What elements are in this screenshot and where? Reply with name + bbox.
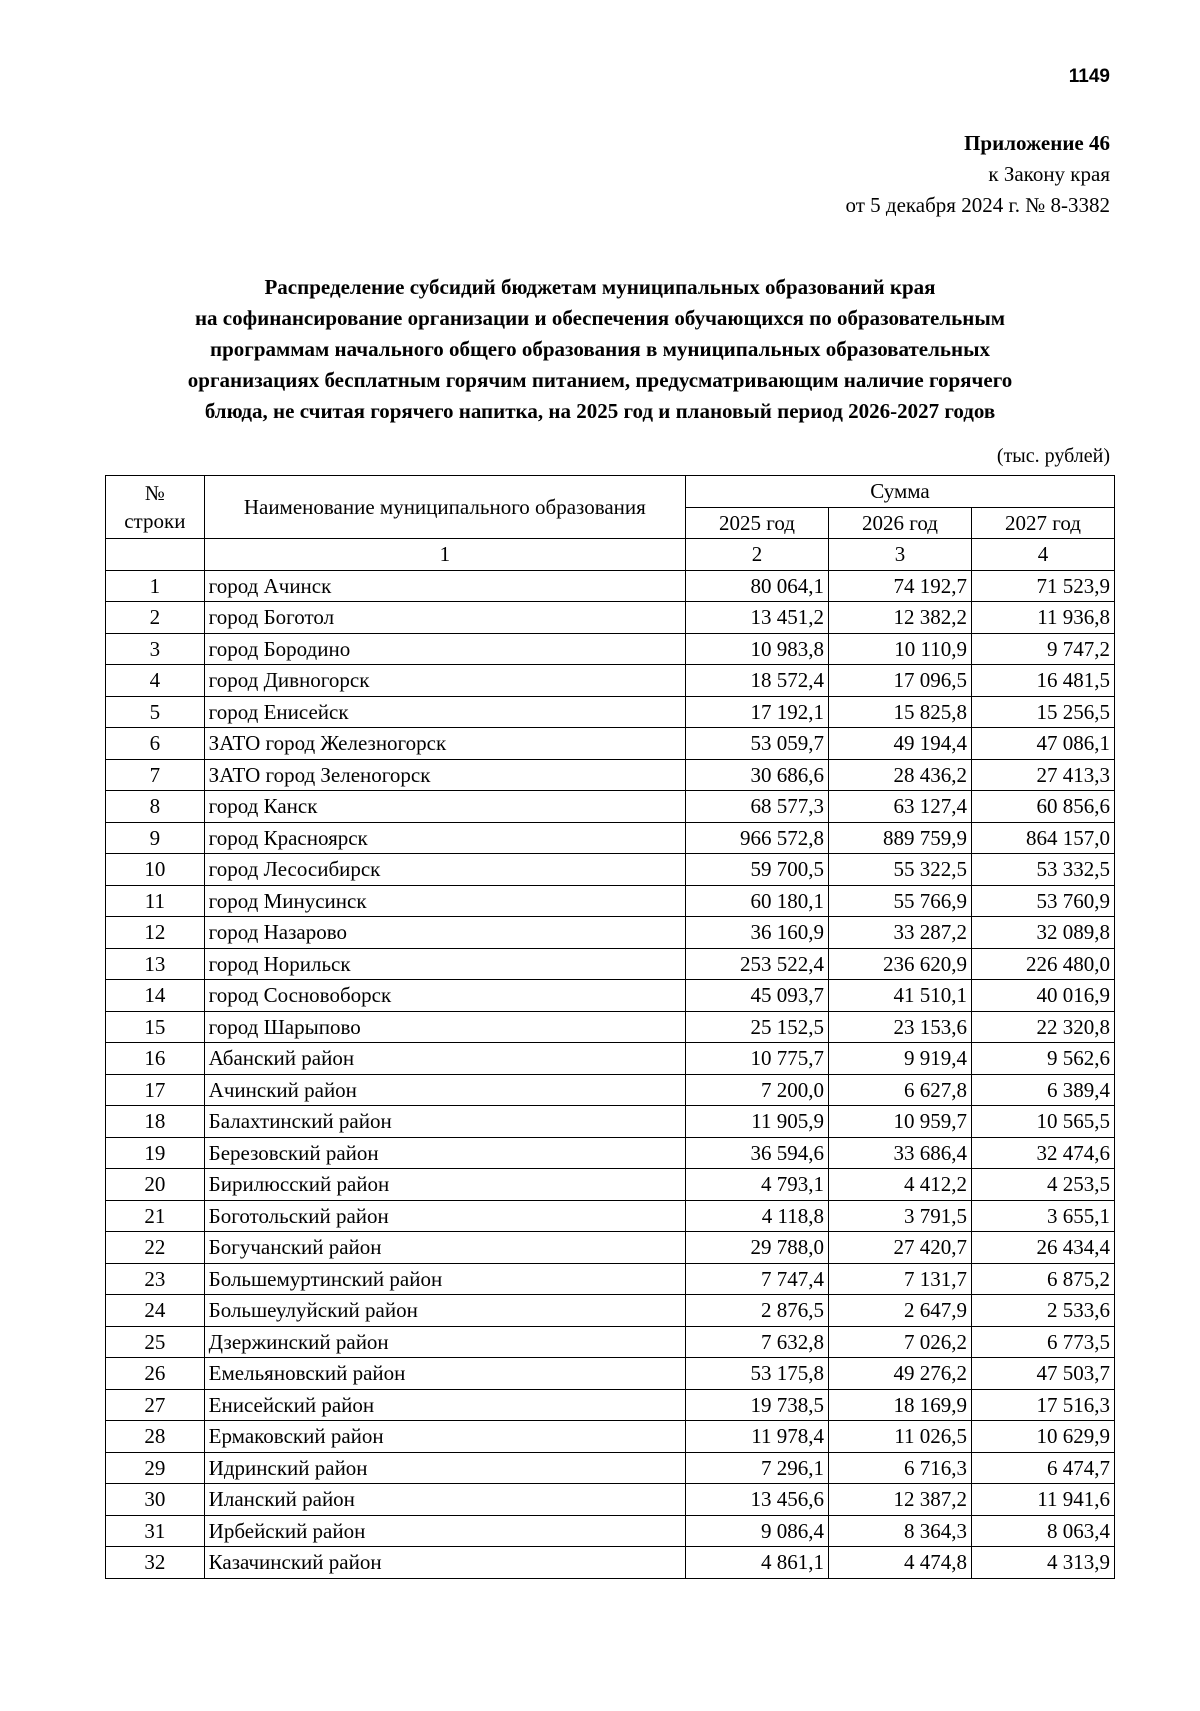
title-line: организациях бесплатным горячим питанием, предусматривающим наличие горячего: [187, 368, 1013, 392]
page-number: 1149: [1068, 66, 1110, 87]
amount-2027-cell: 47 503,7: [971, 1358, 1114, 1390]
header-sum: Сумма: [685, 476, 1114, 508]
table-row: [106, 822, 1115, 854]
amount-2027-cell: 32 089,8: [971, 917, 1114, 949]
amount-2026-cell: 10 959,7: [828, 1106, 971, 1138]
amount-2026-cell: 7 026,2: [828, 1326, 971, 1358]
amount-2027-cell: 10 565,5: [971, 1106, 1114, 1138]
amount-2026-cell: 55 322,5: [828, 854, 971, 886]
amount-2027-cell: 8 063,4: [971, 1515, 1114, 1547]
amount-2027-cell: 27 413,3: [971, 759, 1114, 791]
municipality-name-cell: Емельяновский район: [204, 1358, 685, 1390]
amount-2026-cell: 6 627,8: [828, 1074, 971, 1106]
amount-2027-cell: 11 941,6: [971, 1484, 1114, 1516]
municipality-name-cell: Большемуртинский район: [204, 1263, 685, 1295]
column-number: 3: [828, 539, 971, 571]
amount-2025-cell: 60 180,1: [685, 885, 828, 917]
amount-2026-cell: 41 510,1: [828, 980, 971, 1012]
column-number: 2: [685, 539, 828, 571]
amount-2025-cell: 11 978,4: [685, 1421, 828, 1453]
amount-2026-cell: 11 026,5: [828, 1421, 971, 1453]
amount-2027-cell: 26 434,4: [971, 1232, 1114, 1264]
amount-2025-cell: 7 296,1: [685, 1452, 828, 1484]
table-row: [106, 633, 1115, 665]
header-year-2026: 2026 год: [828, 507, 971, 539]
amount-2026-cell: 15 825,8: [828, 696, 971, 728]
row-number-cell: 24: [106, 1295, 205, 1327]
table-row: [106, 1295, 1115, 1327]
amount-2027-cell: 4 313,9: [971, 1547, 1114, 1579]
table-row: [106, 980, 1115, 1012]
amount-2027-cell: 17 516,3: [971, 1389, 1114, 1421]
municipality-name-cell: Ермаковский район: [204, 1421, 685, 1453]
amount-2027-cell: 2 533,6: [971, 1295, 1114, 1327]
amount-2027-cell: 71 523,9: [971, 570, 1114, 602]
amount-2027-cell: 9 562,6: [971, 1043, 1114, 1075]
row-number-cell: 15: [106, 1011, 205, 1043]
municipality-name-cell: Боготольский район: [204, 1200, 685, 1232]
table-body: [106, 570, 1115, 1578]
municipality-name-cell: город Норильск: [204, 948, 685, 980]
municipality-name-cell: Бирилюсский район: [204, 1169, 685, 1201]
amount-2025-cell: 9 086,4: [685, 1515, 828, 1547]
amount-2026-cell: 63 127,4: [828, 791, 971, 823]
header-year-2025: 2025 год: [685, 507, 828, 539]
amount-2025-cell: 13 451,2: [685, 602, 828, 634]
table-row: [106, 1169, 1115, 1201]
row-number-cell: 19: [106, 1137, 205, 1169]
amount-2027-cell: 60 856,6: [971, 791, 1114, 823]
amount-2027-cell: 6 773,5: [971, 1326, 1114, 1358]
amount-2026-cell: 889 759,9: [828, 822, 971, 854]
table-row: [106, 885, 1115, 917]
amount-2027-cell: 6 389,4: [971, 1074, 1114, 1106]
header-row-number-label: строки: [124, 509, 186, 533]
municipality-name-cell: Березовский район: [204, 1137, 685, 1169]
amount-2025-cell: 45 093,7: [685, 980, 828, 1012]
amount-2026-cell: 12 382,2: [828, 602, 971, 634]
amount-2027-cell: 9 747,2: [971, 633, 1114, 665]
municipality-name-cell: город Бородино: [204, 633, 685, 665]
amount-2027-cell: 6 875,2: [971, 1263, 1114, 1295]
amount-2026-cell: 10 110,9: [828, 633, 971, 665]
table-row: [106, 602, 1115, 634]
amount-2027-cell: 6 474,7: [971, 1452, 1114, 1484]
amount-2026-cell: 49 276,2: [828, 1358, 971, 1390]
column-number: 4: [971, 539, 1114, 571]
municipality-name-cell: город Енисейск: [204, 696, 685, 728]
amount-2025-cell: 7 632,8: [685, 1326, 828, 1358]
row-number-cell: 21: [106, 1200, 205, 1232]
amount-2027-cell: 16 481,5: [971, 665, 1114, 697]
title-line: на софинансирование организации и обеспечения обучающихся по образовательным: [194, 306, 1006, 330]
row-number-cell: 11: [106, 885, 205, 917]
amount-2026-cell: 49 194,4: [828, 728, 971, 760]
table-row: [106, 854, 1115, 886]
row-number-cell: 14: [106, 980, 205, 1012]
row-number-cell: 3: [106, 633, 205, 665]
amount-2026-cell: 12 387,2: [828, 1484, 971, 1516]
municipality-name-cell: Ирбейский район: [204, 1515, 685, 1547]
column-number-row: [106, 539, 1115, 571]
amount-2025-cell: 2 876,5: [685, 1295, 828, 1327]
row-number-cell: 27: [106, 1389, 205, 1421]
row-number-cell: 17: [106, 1074, 205, 1106]
amount-2025-cell: 17 192,1: [685, 696, 828, 728]
amount-2025-cell: 36 594,6: [685, 1137, 828, 1169]
row-number-cell: 6: [106, 728, 205, 760]
amount-2025-cell: 18 572,4: [685, 665, 828, 697]
amount-2025-cell: 10 775,7: [685, 1043, 828, 1075]
row-number-cell: 25: [106, 1326, 205, 1358]
units-label: (тыс. рублей): [996, 445, 1110, 467]
row-number-cell: 23: [106, 1263, 205, 1295]
table-row: [106, 1200, 1115, 1232]
title-line: программам начального общего образования в муниципальных образовательных: [210, 337, 990, 361]
table-row: [106, 1263, 1115, 1295]
amount-2027-cell: 4 253,5: [971, 1169, 1114, 1201]
municipality-name-cell: город Канск: [204, 791, 685, 823]
amount-2025-cell: 253 522,4: [685, 948, 828, 980]
table-row: [106, 948, 1115, 980]
appendix-title: Приложение 46: [964, 131, 1110, 155]
header-row-number: [106, 476, 205, 539]
amount-2025-cell: 30 686,6: [685, 759, 828, 791]
row-number-cell: 7: [106, 759, 205, 791]
amount-2025-cell: 29 788,0: [685, 1232, 828, 1264]
amount-2027-cell: 47 086,1: [971, 728, 1114, 760]
table-row: [106, 696, 1115, 728]
amount-2027-cell: 10 629,9: [971, 1421, 1114, 1453]
appendix-block: [846, 128, 1110, 221]
header-row: [106, 476, 1115, 508]
row-number-cell: 9: [106, 822, 205, 854]
table-row: [106, 1043, 1115, 1075]
amount-2026-cell: 7 131,7: [828, 1263, 971, 1295]
row-number-cell: 12: [106, 917, 205, 949]
table-row: [106, 1074, 1115, 1106]
table-row: [106, 665, 1115, 697]
amount-2026-cell: 236 620,9: [828, 948, 971, 980]
amount-2025-cell: 4 118,8: [685, 1200, 828, 1232]
table-row: [106, 570, 1115, 602]
amount-2027-cell: 53 760,9: [971, 885, 1114, 917]
amount-2026-cell: 9 919,4: [828, 1043, 971, 1075]
table-row: [106, 759, 1115, 791]
amount-2026-cell: 33 287,2: [828, 917, 971, 949]
municipality-name-cell: город Лесосибирск: [204, 854, 685, 886]
municipality-name-cell: Богучанский район: [204, 1232, 685, 1264]
table-row: [106, 728, 1115, 760]
amount-2025-cell: 19 738,5: [685, 1389, 828, 1421]
amount-2027-cell: 15 256,5: [971, 696, 1114, 728]
subsidy-table: [105, 475, 1115, 1579]
amount-2025-cell: 4 793,1: [685, 1169, 828, 1201]
amount-2026-cell: 28 436,2: [828, 759, 971, 791]
row-number-cell: 1: [106, 570, 205, 602]
municipality-name-cell: город Красноярск: [204, 822, 685, 854]
table-row: [106, 1547, 1115, 1579]
amount-2026-cell: 17 096,5: [828, 665, 971, 697]
row-number-cell: 18: [106, 1106, 205, 1138]
municipality-name-cell: Иланский район: [204, 1484, 685, 1516]
municipality-name-cell: Абанский район: [204, 1043, 685, 1075]
amount-2025-cell: 10 983,8: [685, 633, 828, 665]
table-row: [106, 1137, 1115, 1169]
table-row: [106, 1389, 1115, 1421]
amount-2025-cell: 7 747,4: [685, 1263, 828, 1295]
amount-2027-cell: 864 157,0: [971, 822, 1114, 854]
table-row: [106, 1011, 1115, 1043]
title-line: Распределение субсидий бюджетам муниципальных образований края: [264, 275, 936, 299]
amount-2026-cell: 4 474,8: [828, 1547, 971, 1579]
municipality-name-cell: Дзержинский район: [204, 1326, 685, 1358]
table-row: [106, 917, 1115, 949]
amount-2025-cell: 36 160,9: [685, 917, 828, 949]
municipality-name-cell: город Боготол: [204, 602, 685, 634]
municipality-name-cell: город Минусинск: [204, 885, 685, 917]
row-number-cell: 22: [106, 1232, 205, 1264]
row-number-cell: 2: [106, 602, 205, 634]
amount-2025-cell: 966 572,8: [685, 822, 828, 854]
municipality-name-cell: город Сосновоборск: [204, 980, 685, 1012]
amount-2026-cell: 6 716,3: [828, 1452, 971, 1484]
header-municipality-name: Наименование муниципального образования: [204, 476, 685, 539]
amount-2025-cell: 53 059,7: [685, 728, 828, 760]
amount-2026-cell: 3 791,5: [828, 1200, 971, 1232]
municipality-name-cell: Балахтинский район: [204, 1106, 685, 1138]
row-number-cell: 4: [106, 665, 205, 697]
row-number-cell: 5: [106, 696, 205, 728]
municipality-name-cell: город Дивногорск: [204, 665, 685, 697]
amount-2025-cell: 4 861,1: [685, 1547, 828, 1579]
column-number: 1: [204, 539, 685, 571]
amount-2025-cell: 13 456,6: [685, 1484, 828, 1516]
municipality-name-cell: город Назарово: [204, 917, 685, 949]
table-row: [106, 791, 1115, 823]
row-number-cell: 8: [106, 791, 205, 823]
amount-2025-cell: 53 175,8: [685, 1358, 828, 1390]
amount-2027-cell: 11 936,8: [971, 602, 1114, 634]
amount-2025-cell: 25 152,5: [685, 1011, 828, 1043]
amount-2027-cell: 22 320,8: [971, 1011, 1114, 1043]
row-number-cell: 13: [106, 948, 205, 980]
municipality-name-cell: город Ачинск: [204, 570, 685, 602]
municipality-name-cell: ЗАТО город Зеленогорск: [204, 759, 685, 791]
amount-2027-cell: 40 016,9: [971, 980, 1114, 1012]
municipality-name-cell: Большеулуйский район: [204, 1295, 685, 1327]
amount-2025-cell: 80 064,1: [685, 570, 828, 602]
municipality-name-cell: Енисейский район: [204, 1389, 685, 1421]
row-number-cell: 30: [106, 1484, 205, 1516]
table-row: [106, 1232, 1115, 1264]
amount-2027-cell: 53 332,5: [971, 854, 1114, 886]
table-row: [106, 1358, 1115, 1390]
table-row: [106, 1515, 1115, 1547]
municipality-name-cell: Идринский район: [204, 1452, 685, 1484]
municipality-name-cell: ЗАТО город Железногорск: [204, 728, 685, 760]
table-row: [106, 1452, 1115, 1484]
column-number-empty: [106, 539, 205, 571]
amount-2027-cell: 3 655,1: [971, 1200, 1114, 1232]
title-line: блюда, не считая горячего напитка, на 2025 год и плановый период 2026-2027 годов: [204, 399, 996, 423]
amount-2025-cell: 11 905,9: [685, 1106, 828, 1138]
amount-2027-cell: 226 480,0: [971, 948, 1114, 980]
amount-2026-cell: 55 766,9: [828, 885, 971, 917]
row-number-cell: 29: [106, 1452, 205, 1484]
row-number-cell: 16: [106, 1043, 205, 1075]
row-number-cell: 31: [106, 1515, 205, 1547]
municipality-name-cell: Ачинский район: [204, 1074, 685, 1106]
amount-2025-cell: 68 577,3: [685, 791, 828, 823]
table-row: [106, 1421, 1115, 1453]
table-row: [106, 1484, 1115, 1516]
header-year-2027: 2027 год: [971, 507, 1114, 539]
row-number-cell: 32: [106, 1547, 205, 1579]
table-row: [106, 1106, 1115, 1138]
amount-2026-cell: 23 153,6: [828, 1011, 971, 1043]
amount-2025-cell: 7 200,0: [685, 1074, 828, 1106]
amount-2027-cell: 32 474,6: [971, 1137, 1114, 1169]
amount-2026-cell: 8 364,3: [828, 1515, 971, 1547]
document-title: [100, 272, 1100, 427]
row-number-cell: 26: [106, 1358, 205, 1390]
row-number-cell: 10: [106, 854, 205, 886]
row-number-cell: 28: [106, 1421, 205, 1453]
appendix-law-ref: к Закону края: [988, 162, 1110, 186]
municipality-name-cell: город Шарыпово: [204, 1011, 685, 1043]
amount-2026-cell: 74 192,7: [828, 570, 971, 602]
amount-2025-cell: 59 700,5: [685, 854, 828, 886]
table-row: [106, 1326, 1115, 1358]
header-row-number-symbol: №: [144, 481, 165, 505]
appendix-law-date: от 5 декабря 2024 г. № 8-3382: [845, 193, 1110, 217]
amount-2026-cell: 2 647,9: [828, 1295, 971, 1327]
municipality-name-cell: Казачинский район: [204, 1547, 685, 1579]
amount-2026-cell: 27 420,7: [828, 1232, 971, 1264]
amount-2026-cell: 18 169,9: [828, 1389, 971, 1421]
amount-2026-cell: 33 686,4: [828, 1137, 971, 1169]
row-number-cell: 20: [106, 1169, 205, 1201]
amount-2026-cell: 4 412,2: [828, 1169, 971, 1201]
